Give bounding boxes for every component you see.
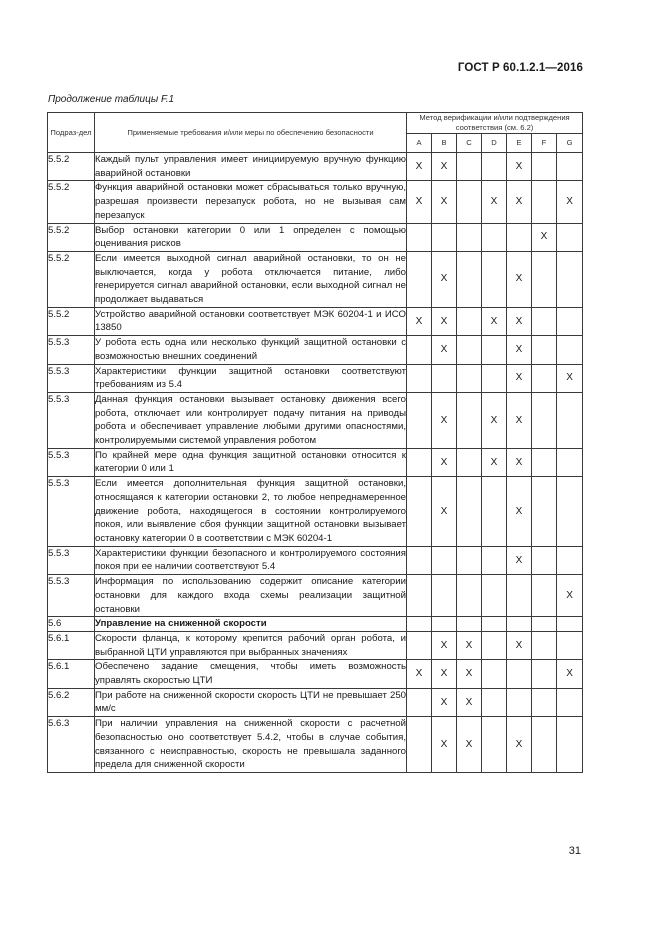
method-mark-d [482,223,507,251]
method-mark-a [407,336,432,364]
method-mark-g: X [557,364,583,392]
header-section: Подраз-дел [48,113,95,153]
method-mark-e: X [507,364,532,392]
method-mark-c [457,364,482,392]
method-mark-f [532,448,557,476]
method-mark-f [532,307,557,335]
method-mark-g [557,688,583,716]
method-mark-c [457,617,482,632]
method-mark-d [482,575,507,617]
method-mark-f [532,688,557,716]
row-section: 5.5.3 [48,448,95,476]
method-mark-c [457,546,482,574]
row-requirement: Характеристики функции защитной остановки соответствуют требованиям из 5.4 [95,364,407,392]
method-mark-g [557,448,583,476]
method-mark-a [407,364,432,392]
row-requirement: Выбор остановки категории 0 или 1 определен с помощью оценивания рисков [95,223,407,251]
table-row [48,336,583,364]
row-section: 5.5.3 [48,364,95,392]
method-mark-a [407,688,432,716]
method-mark-c [457,251,482,307]
row-section: 5.5.2 [48,307,95,335]
method-mark-g [557,631,583,659]
method-mark-e [507,660,532,688]
method-mark-a [407,546,432,574]
method-mark-b: X [432,251,457,307]
method-mark-e: X [507,181,532,223]
method-mark-f [532,251,557,307]
method-mark-a [407,223,432,251]
method-mark-e: X [507,392,532,448]
method-mark-g [557,546,583,574]
method-mark-a [407,251,432,307]
header-requirement: Применяемые требования и/или меры по обеспечению безопасности [95,113,407,153]
row-section: 5.5.3 [48,336,95,364]
method-mark-a: X [407,181,432,223]
table-row [48,660,583,688]
table-row [48,631,583,659]
table-row [48,364,583,392]
row-requirement: Данная функция остановки вызывает остановку движения всего робота, отключает или контролирует подачу питания на приводы робота и обеспечивает управление любыми другими опасностями, контролируемыми системой управления роботом [95,392,407,448]
method-mark-g [557,477,583,547]
method-mark-f [532,364,557,392]
method-mark-e: X [507,546,532,574]
method-mark-f [532,546,557,574]
method-mark-g: X [557,575,583,617]
table-row [48,153,583,181]
row-requirement: Если имеется дополнительная функция защитной остановки, относящаяся к категории остановки 2, то любое непреднамеренное движение робота, находящегося в состоянии контролируемого покоя, или выявление сбоя функции защитной остановки вызывает остановку категории 0 в соответствии с МЭК 60204-1 [95,477,407,547]
method-mark-f [532,392,557,448]
method-mark-c: X [457,688,482,716]
table-row [48,477,583,547]
method-mark-f [532,660,557,688]
table-body [48,153,583,773]
page-number: 31 [568,845,581,857]
method-mark-e: X [507,631,532,659]
method-mark-e: X [507,448,532,476]
method-mark-b: X [432,336,457,364]
method-mark-f: X [532,223,557,251]
header-col-f: F [532,134,557,153]
row-requirement: Скорости фланца, к которому крепится рабочий орган робота, и выбранной ЦТИ управляются при выбранных значениях [95,631,407,659]
header-col-b: B [432,134,457,153]
header-col-a: A [407,134,432,153]
method-mark-d: X [482,392,507,448]
method-mark-b: X [432,181,457,223]
method-mark-b: X [432,477,457,547]
row-section: 5.6.3 [48,717,95,773]
method-mark-f [532,153,557,181]
verification-table [47,112,583,773]
table-row [48,617,583,632]
method-mark-e [507,617,532,632]
method-mark-b: X [432,688,457,716]
table-caption: Продолжение таблицы F.1 [48,94,175,105]
method-mark-b: X [432,153,457,181]
method-mark-b: X [432,307,457,335]
row-requirement: При работе на сниженной скорости скорость ЦТИ не превышает 250 мм/с [95,688,407,716]
row-section: 5.5.2 [48,223,95,251]
method-mark-e [507,575,532,617]
method-mark-c [457,223,482,251]
row-section: 5.5.3 [48,546,95,574]
method-mark-e: X [507,307,532,335]
method-mark-e [507,223,532,251]
method-mark-c [457,448,482,476]
method-mark-d [482,153,507,181]
method-mark-f [532,631,557,659]
method-mark-e: X [507,477,532,547]
method-mark-d [482,660,507,688]
method-mark-c [457,181,482,223]
row-requirement: По крайней мере одна функция защитной остановки относится к категории 0 или 1 [95,448,407,476]
row-section: 5.5.2 [48,153,95,181]
method-mark-e [507,688,532,716]
method-mark-e: X [507,717,532,773]
method-mark-d [482,336,507,364]
method-mark-a [407,575,432,617]
method-mark-a: X [407,153,432,181]
method-mark-e: X [507,336,532,364]
method-mark-d [482,546,507,574]
table-row [48,392,583,448]
method-mark-g: X [557,660,583,688]
method-mark-b: X [432,392,457,448]
table-row [48,448,583,476]
method-mark-d [482,477,507,547]
method-mark-g [557,153,583,181]
method-mark-g [557,251,583,307]
header-col-d: D [482,134,507,153]
table-row [48,546,583,574]
method-mark-d [482,364,507,392]
method-mark-b: X [432,717,457,773]
method-mark-f [532,575,557,617]
row-section: 5.5.3 [48,392,95,448]
table-row [48,251,583,307]
table-row [48,307,583,335]
method-mark-b [432,364,457,392]
method-mark-f [532,717,557,773]
row-section: 5.6.2 [48,688,95,716]
method-mark-c [457,477,482,547]
method-mark-d [482,251,507,307]
method-mark-f [532,477,557,547]
method-mark-a: X [407,307,432,335]
method-mark-b [432,223,457,251]
row-requirement: Информация по использованию содержит описание категории остановки для каждого входа схемы реализации защитной остановки [95,575,407,617]
method-mark-b [432,575,457,617]
method-mark-g [557,307,583,335]
header-col-e: E [507,134,532,153]
method-mark-b: X [432,660,457,688]
table-row [48,688,583,716]
method-mark-c [457,392,482,448]
row-requirement: Каждый пульт управления имеет инициируемую вручную функцию аварийной остановки [95,153,407,181]
row-section: 5.5.3 [48,575,95,617]
header-method: Метод верификации и/или подтверждения соответствия (см. 6.2) [407,113,583,134]
method-mark-g: X [557,181,583,223]
row-requirement: Функция аварийной остановки может сбрасываться только вручную, разрешая произвести перезапуск робота, но не вызывая сам перезапуск [95,181,407,223]
table-row [48,223,583,251]
row-section: 5.5.3 [48,477,95,547]
group-heading: Управление на сниженной скорости [95,617,407,632]
header-col-g: G [557,134,583,153]
method-mark-f [532,336,557,364]
method-mark-d: X [482,181,507,223]
table-row [48,575,583,617]
method-mark-d [482,631,507,659]
method-mark-c: X [457,631,482,659]
method-mark-a [407,477,432,547]
method-mark-b [432,546,457,574]
row-section: 5.6 [48,617,95,632]
row-requirement: Характеристики функции безопасного и контролируемого состояния покоя при ее наличии соответствуют 5.4 [95,546,407,574]
method-mark-d [482,617,507,632]
row-requirement: У робота есть одна или несколько функций защитной остановки с возможностью внешних соединений [95,336,407,364]
row-requirement: Устройство аварийной остановки соответствует МЭК 60204-1 и ИСО 13850 [95,307,407,335]
method-mark-a [407,617,432,632]
method-mark-g [557,223,583,251]
method-mark-b: X [432,448,457,476]
row-requirement: Обеспечено задание смещения, чтобы иметь возможность управлять скоростью ЦТИ [95,660,407,688]
method-mark-e: X [507,251,532,307]
method-mark-d: X [482,448,507,476]
header-col-c: C [457,134,482,153]
table-row [48,717,583,773]
method-mark-c [457,307,482,335]
table-row [48,181,583,223]
method-mark-d: X [482,307,507,335]
method-mark-g [557,392,583,448]
method-mark-b: X [432,631,457,659]
method-mark-c: X [457,717,482,773]
method-mark-g [557,617,583,632]
method-mark-b [432,617,457,632]
method-mark-a [407,448,432,476]
method-mark-a [407,717,432,773]
method-mark-c: X [457,660,482,688]
document-code: ГОСТ Р 60.1.2.1—2016 [457,62,583,74]
method-mark-a [407,392,432,448]
method-mark-g [557,336,583,364]
row-section: 5.5.2 [48,251,95,307]
method-mark-c [457,336,482,364]
method-mark-e: X [507,153,532,181]
method-mark-c [457,153,482,181]
method-mark-d [482,717,507,773]
method-mark-a [407,631,432,659]
row-requirement: Если имеется выходной сигнал аварийной остановки, то он не выключается, когда у робота отключается питание, либо генерируется сигнал аварийной остановки, если выходной сигнал не продолжает выдаваться [95,251,407,307]
row-requirement: При наличии управления на сниженной скорости с расчетной безопасностью оно соответствует 5.4.2, чтобы в случае события, связанного с неисправностью, скорость не превышала заданного предела для сниженной скорости [95,717,407,773]
method-mark-a: X [407,660,432,688]
method-mark-g [557,717,583,773]
row-section: 5.6.1 [48,660,95,688]
method-mark-d [482,688,507,716]
method-mark-c [457,575,482,617]
method-mark-f [532,181,557,223]
method-mark-f [532,617,557,632]
row-section: 5.5.2 [48,181,95,223]
row-section: 5.6.1 [48,631,95,659]
